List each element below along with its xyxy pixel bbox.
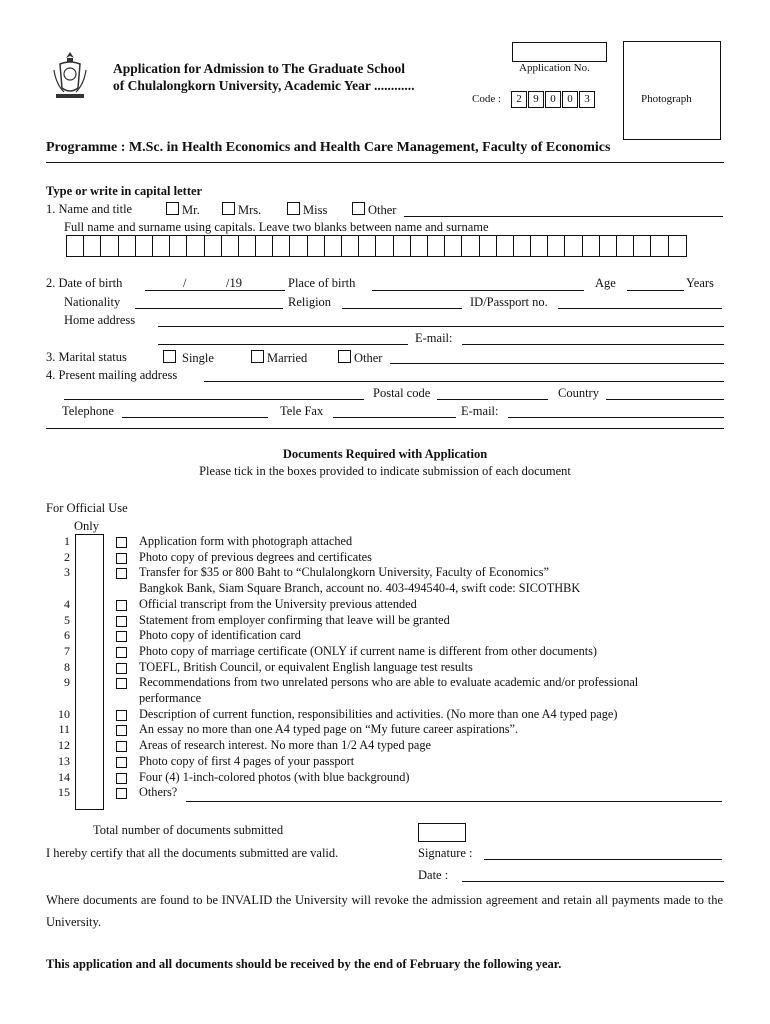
contact-email-label: E-mail: <box>461 404 499 418</box>
document-number: 8 <box>64 659 70 674</box>
official-use-label: For Official Use <box>46 501 128 515</box>
document-checkbox[interactable] <box>116 788 127 799</box>
checkbox[interactable] <box>338 350 351 363</box>
document-item-text: Four (4) 1-inch-colored photos (with blue background) <box>139 769 410 784</box>
document-item-text: Photo copy of previous degrees and certificates <box>139 549 372 564</box>
checkbox[interactable] <box>287 202 300 215</box>
age-label: Age <box>595 276 616 290</box>
instruction-text: Type or write in capital letter <box>46 184 203 198</box>
signature-label: Signature : <box>418 846 473 860</box>
form-title-line2: of Chulalongkorn University, Academic Year ............ <box>113 78 415 93</box>
document-item-text: Transfer for $35 or 800 Baht to “Chulalongkorn University, Faculty of Economics” <box>139 565 549 580</box>
document-checkbox[interactable] <box>116 647 127 658</box>
divider <box>46 162 724 163</box>
document-checkbox[interactable] <box>116 663 127 674</box>
others-field[interactable] <box>186 801 722 802</box>
dob-separator: / <box>183 276 187 290</box>
title-miss-option[interactable] <box>287 202 327 218</box>
document-number: 11 <box>58 722 70 737</box>
signature-field[interactable] <box>484 859 722 860</box>
home-address-field[interactable] <box>158 326 724 327</box>
code-digit: 0 <box>562 91 578 108</box>
marital-married-label: Married <box>267 351 308 365</box>
photograph-box[interactable] <box>623 41 721 140</box>
title-other-label: Other <box>368 203 397 217</box>
postal-code-field[interactable] <box>437 399 548 400</box>
nationality-label: Nationality <box>64 295 121 309</box>
document-checkbox[interactable] <box>116 631 127 642</box>
form-title-line1: Application for Admission to The Graduate School <box>113 61 406 76</box>
document-item-text: performance <box>139 691 202 705</box>
id-passport-label: ID/Passport no. <box>470 295 548 309</box>
date-field[interactable] <box>462 881 724 882</box>
university-seal-icon <box>50 48 90 104</box>
divider <box>46 428 724 429</box>
home-email-field[interactable] <box>462 344 724 345</box>
marital-single-option[interactable] <box>163 350 214 366</box>
programme-title: Programme : M.Sc. in Health Economics and Health Care Management, Faculty of Economics <box>46 140 611 155</box>
photograph-label: Photograph <box>641 93 692 105</box>
document-checkbox[interactable] <box>116 616 127 627</box>
place-of-birth-label: Place of birth <box>288 276 356 290</box>
official-use-only-label: Only <box>74 519 99 533</box>
country-field[interactable] <box>606 399 724 400</box>
code-digit: 2 <box>511 91 527 108</box>
country-label: Country <box>558 386 599 400</box>
document-checkbox[interactable] <box>116 725 127 736</box>
document-item-text: Recommendations from two unrelated persons who are able to evaluate academic and/or professional <box>139 675 639 690</box>
document-number: 3 <box>64 565 70 580</box>
document-item-text: Photo copy of marriage certificate (ONLY if current name is different from other documents) <box>139 643 598 658</box>
document-item-text: Photo copy of identification card <box>139 628 301 643</box>
document-item-text: Statement from employer confirming that leave will be granted <box>139 612 450 627</box>
place-of-birth-field[interactable] <box>372 290 584 291</box>
document-number: 5 <box>64 612 70 627</box>
nationality-field[interactable] <box>135 308 283 309</box>
telephone-label: Telephone <box>62 404 114 418</box>
fullname-character-grid[interactable] <box>66 235 687 257</box>
religion-field[interactable] <box>342 308 462 309</box>
marital-other-field[interactable] <box>390 363 724 364</box>
checkbox[interactable] <box>166 202 179 215</box>
home-address-label: Home address <box>64 313 136 327</box>
checkbox[interactable] <box>163 350 176 363</box>
title-other-option[interactable] <box>352 202 396 218</box>
document-checkbox[interactable] <box>116 757 127 768</box>
document-number: 4 <box>64 596 70 611</box>
application-number-label: Application No. <box>519 62 590 74</box>
document-item-text: TOEFL, British Council, or equivalent English language test results <box>139 659 473 674</box>
fullname-hint: Full name and surname using capitals. Leave two blanks between name and surname <box>64 220 489 234</box>
title-mrs-label: Mrs. <box>238 203 262 217</box>
document-item-text: An essay no more than one A4 typed page on “My future career aspirations”. <box>139 722 519 737</box>
document-number: 6 <box>64 628 70 643</box>
official-use-column[interactable] <box>75 534 104 810</box>
home-email-label: E-mail: <box>415 331 453 345</box>
document-number: 1 <box>64 534 70 548</box>
document-item-text: Areas of research interest. No more than 1/2 A4 typed page <box>139 738 431 753</box>
dob-label: 2. Date of birth <box>46 276 123 290</box>
documents-subheading: Please tick in the boxes provided to indicate submission of each document <box>199 464 571 478</box>
marital-status-label: 3. Marital status <box>46 350 127 364</box>
code-boxes <box>511 91 596 108</box>
code-digit: 3 <box>579 91 595 108</box>
code-digit: 0 <box>545 91 561 108</box>
marital-married-option[interactable] <box>251 350 307 366</box>
document-number: 2 <box>64 549 70 564</box>
mailing-address-label: 4. Present mailing address <box>46 368 178 382</box>
document-item-text: Others? <box>139 785 178 800</box>
document-number: 15 <box>58 785 70 800</box>
telefax-label: Tele Fax <box>280 404 324 418</box>
dob-year-prefix: /19 <box>226 276 242 290</box>
home-address-field-2[interactable] <box>158 344 408 345</box>
date-label: Date : <box>418 868 449 882</box>
title-miss-label: Miss <box>303 203 328 217</box>
document-checkbox[interactable] <box>116 773 127 784</box>
title-mrs-option[interactable] <box>222 202 261 218</box>
mailing-address-field-2[interactable] <box>64 399 364 400</box>
dob-field[interactable] <box>145 290 285 291</box>
deadline-notice: This application and all documents should be received by the end of February the following year. <box>46 957 562 971</box>
document-number: 10 <box>58 706 70 721</box>
application-number-field[interactable] <box>512 42 607 62</box>
document-checkbox[interactable] <box>116 678 127 689</box>
document-number: 13 <box>58 753 70 768</box>
years-label: Years <box>686 276 714 290</box>
document-item-text: Description of current function, responsibilities and activities. (No more than one A4 typed page) <box>139 706 618 721</box>
document-checkbox[interactable] <box>116 568 127 579</box>
document-item-text: Bangkok Bank, Siam Square Branch, account no. 403-494540-4, swift code: SICOTHBK <box>139 581 581 596</box>
document-item-text: Official transcript from the University previous attended <box>139 596 417 611</box>
marital-single-label: Single <box>182 351 214 365</box>
document-number: 14 <box>58 769 70 784</box>
title-mr-label: Mr. <box>182 203 200 217</box>
mailing-address-field[interactable] <box>204 381 724 382</box>
contact-email-field[interactable] <box>508 417 724 418</box>
id-passport-field[interactable] <box>558 308 722 309</box>
title-other-field[interactable] <box>404 216 723 217</box>
document-checkbox[interactable] <box>116 537 127 548</box>
code-label: Code : <box>472 93 502 105</box>
document-checkbox[interactable] <box>116 553 127 564</box>
total-documents-label: Total number of documents submitted <box>93 823 284 837</box>
marital-other-option[interactable] <box>338 350 382 366</box>
marital-other-label: Other <box>354 351 383 365</box>
document-number: 7 <box>64 643 70 658</box>
document-item-text: Application form with photograph attached <box>139 534 353 548</box>
document-item-text: Photo copy of first 4 pages of your passport <box>139 753 355 768</box>
total-documents-field[interactable] <box>418 823 466 842</box>
document-number: 9 <box>64 675 70 690</box>
checkbox[interactable] <box>352 202 365 215</box>
invalid-documents-notice: Where documents are found to be INVALID the University will revoke the admission agreement and retain all payments made to the University. <box>46 893 723 929</box>
documents-heading: Documents Required with Application <box>282 447 488 461</box>
age-field[interactable] <box>627 290 684 291</box>
name-title-label: 1. Name and title <box>46 202 133 216</box>
document-checkbox[interactable] <box>116 710 127 721</box>
postal-code-label: Postal code <box>373 386 431 400</box>
certification-text: I hereby certify that all the documents submitted are valid. <box>46 846 339 860</box>
title-mr-option[interactable] <box>166 202 200 218</box>
code-digit: 9 <box>528 91 544 108</box>
checkbox[interactable] <box>222 202 235 215</box>
document-number: 12 <box>58 738 70 753</box>
telephone-field[interactable] <box>122 417 268 418</box>
telefax-field[interactable] <box>333 417 456 418</box>
checkbox[interactable] <box>251 350 264 363</box>
document-checkbox[interactable] <box>116 741 127 752</box>
document-checkbox[interactable] <box>116 600 127 611</box>
religion-label: Religion <box>288 295 332 309</box>
